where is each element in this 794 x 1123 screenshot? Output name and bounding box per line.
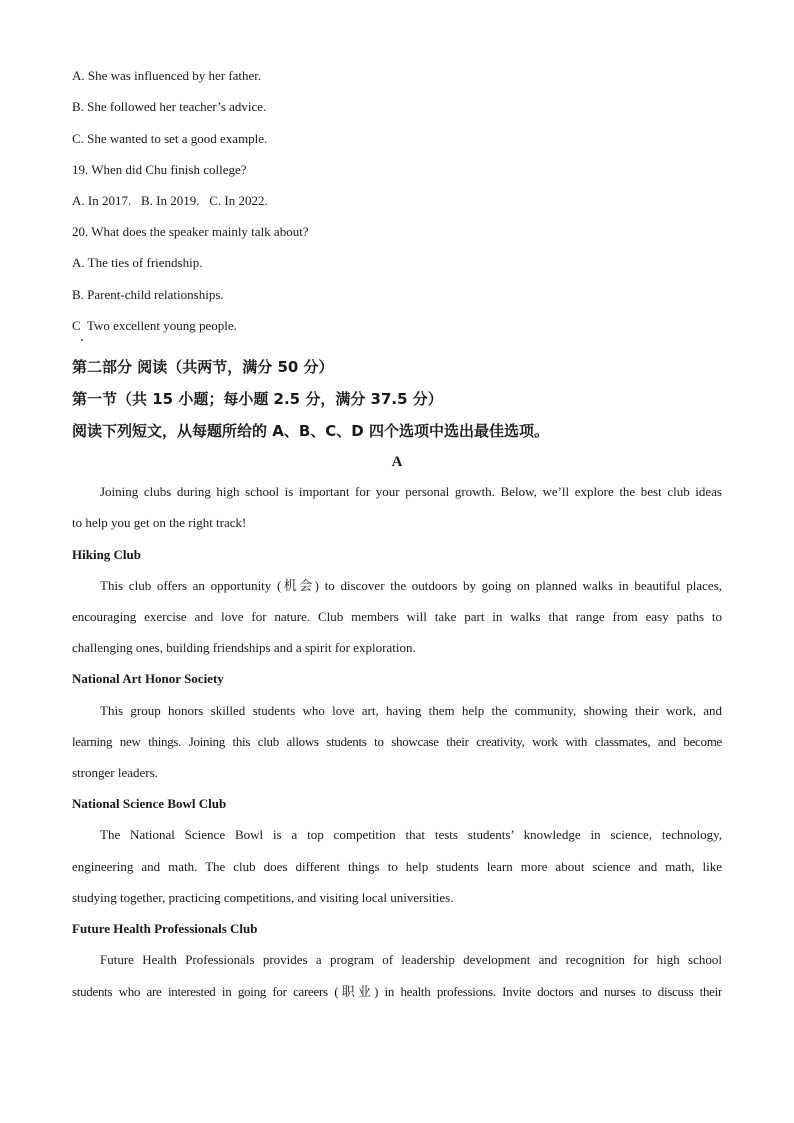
section-subtitle: 第一节（共 15 小题；每小题 2.5 分，满分 37.5 分） (72, 390, 443, 408)
art-line-3: stronger leaders. (72, 765, 158, 780)
art-line-2: learning new things. Joining this club allows students to showcase their creativity, work with classmates, and become (72, 734, 722, 749)
passage-letter: A (391, 454, 403, 470)
question-20-stem: 20. What does the speaker mainly talk about? (72, 224, 309, 239)
hiking-line-3: challenging ones, building friendships and a spirit for exploration. (72, 640, 416, 655)
health-line-2: students who are interested in going for careers (职业) in health professions. Invite doctors and nurses to discuss their (72, 984, 722, 999)
option-20c: C Two excellent young people. (72, 318, 237, 333)
option-18a: A. She was influenced by her father. (72, 68, 262, 83)
option-18c: C. She wanted to set a good example. (72, 131, 268, 146)
club-title-art: National Art Honor Society (72, 671, 224, 686)
club-title-hiking: Hiking Club (72, 547, 142, 562)
science-line-1: The National Science Bowl is a top competition that tests students’ knowledge in science, technology, (100, 827, 722, 842)
option-18b: B. She followed her teacher’s advice. (72, 99, 267, 114)
hiking-line-1: This club offers an opportunity (机会) to discover the outdoors by going on planned walks in beautiful places, (100, 578, 722, 593)
art-line-1: This group honors skilled students who love art, having them help the community, showing their work, and (100, 703, 722, 718)
section-instruction: 阅读下列短文，从每题所给的 A、B、C、D 四个选项中选出最佳选项。 (72, 422, 549, 440)
question-19-options: A. In 2017. B. In 2019. C. In 2022. (72, 193, 268, 208)
health-line-1: Future Health Professionals provides a program of leadership development and recognition for high school (100, 952, 722, 967)
science-line-2: engineering and math. The club does different things to help students learn more about science and math, like (72, 859, 722, 874)
stray-mark (81, 339, 83, 341)
option-20b: B. Parent-child relationships. (72, 287, 224, 302)
hiking-line-2: encouraging exercise and love for nature. Club members will take part in walks that range from easy paths to (72, 609, 722, 624)
science-line-3: studying together, practicing competitions, and visiting local universities. (72, 890, 454, 905)
intro-line-1: Joining clubs during high school is important for your personal growth. Below, we’ll explore the best club ideas (100, 484, 722, 499)
option-20a: A. The ties of friendship. (72, 255, 203, 270)
part-title: 第二部分 阅读（共两节，满分 50 分） (72, 358, 334, 376)
intro-line-2: to help you get on the right track! (72, 515, 247, 530)
club-title-health: Future Health Professionals Club (72, 921, 258, 936)
question-19-stem: 19. When did Chu finish college? (72, 162, 247, 177)
club-title-science: National Science Bowl Club (72, 796, 227, 811)
